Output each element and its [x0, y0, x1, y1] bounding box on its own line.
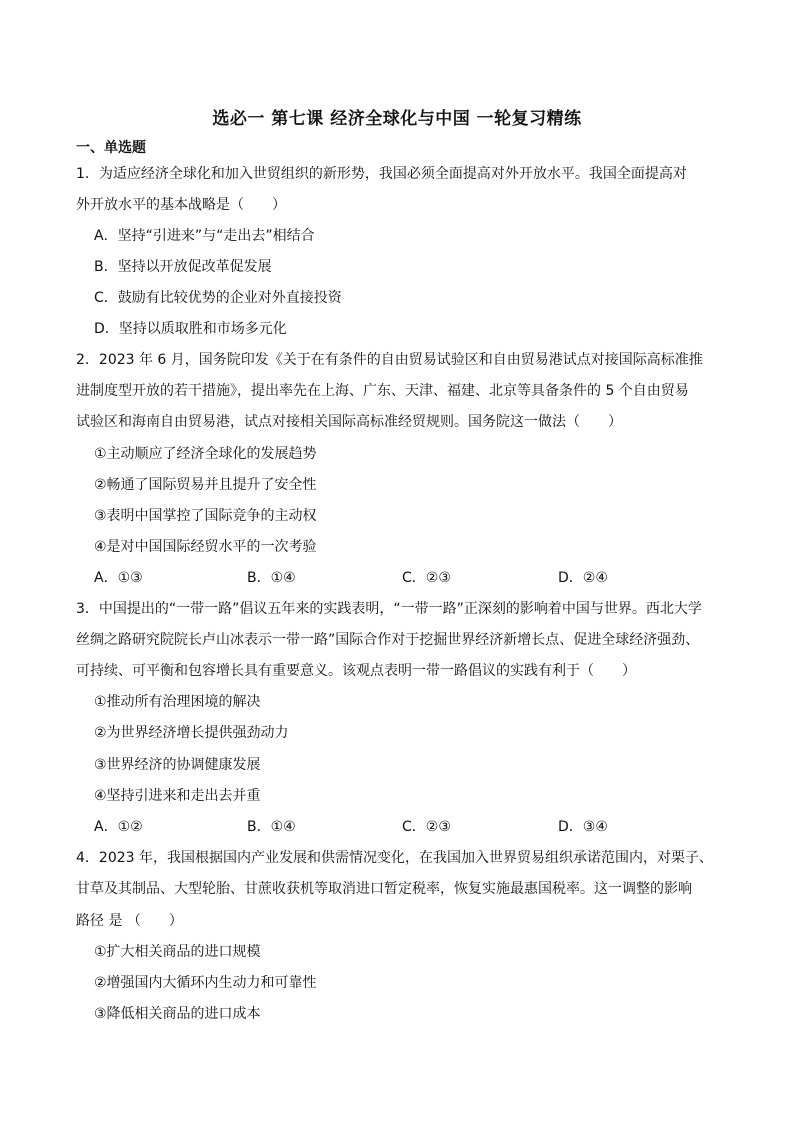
question-2-statement-1: ①主动顺应了经济全球化的发展趋势	[94, 446, 317, 462]
question-1-option-b: B．坚持以开放促改革促发展	[94, 259, 272, 275]
question-2-stem-line-3: 试验区和海南自由贸易港，试点对接相关国际高标准经贸规则。国务院这一做法（ ）	[76, 414, 622, 430]
question-3-choices	[94, 817, 714, 837]
question-3-stem-line-2: 丝绸之路研究院院长卢山冰表示一带一路”国际合作对于挖掘世界经济新增长点、促进全球经济强劲、	[76, 632, 700, 648]
question-1-option-a: A．坚持“引进来”与“走出去”相结合	[94, 228, 315, 244]
question-1-stem-line-2: 外开放水平的基本战略是（ ）	[76, 197, 286, 213]
question-4-statement-3: ③降低相关商品的进口成本	[94, 1006, 261, 1022]
page-title: 选必一 第七课 经济全球化与中国 一轮复习精练	[212, 109, 582, 129]
question-3-stem-line-3: 可持续、可平衡和包容增长具有重要意义。该观点表明一带一路倡议的实践有利于（ ）	[76, 663, 636, 679]
question-3-statement-4: ④坚持引进来和走出去并重	[94, 788, 261, 804]
question-4-stem-line-1: 4．2023 年，我国根据国内产业发展和供需情况变化，在我国加入世界贸易组织承诺范围内，对栗子、	[76, 850, 713, 866]
question-2-statement-4: ④是对中国国际经贸水平的一次考验	[94, 539, 317, 555]
question-2-statement-2: ②畅通了国际贸易并且提升了安全性	[94, 477, 317, 493]
question-1-stem-line-1: 1．为适应经济全球化和加入世贸组织的新形势，我国必须全面提高对外开放水平。我国全面提高对	[76, 166, 687, 182]
question-4-stem-line-3: 路径 是 （ ）	[76, 913, 183, 929]
section-heading: 一、单选题	[76, 140, 146, 156]
question-1-option-d: D．坚持以质取胜和市场多元化	[94, 321, 287, 337]
question-3-choice-d: D．③④	[558, 819, 608, 835]
question-3-choice-c: C．②③	[402, 819, 451, 835]
question-2-choice-c: C．②③	[402, 570, 451, 586]
question-2-choice-a: A．①③	[94, 570, 143, 586]
question-4-statement-2: ②增强国内大循环内生动力和可靠性	[94, 975, 317, 991]
question-3-choice-b: B．①④	[247, 819, 296, 835]
question-2-statement-3: ③表明中国掌控了国际竞争的主动权	[94, 508, 317, 524]
question-3-choice-a: A．①②	[94, 819, 143, 835]
question-4-statement-1: ①扩大相关商品的进口规模	[94, 944, 261, 960]
question-4-stem-line-2: 甘草及其制品、大型轮胎、甘蔗收获机等取消进口暂定税率，恢复实施最惠国税率。这一调整的影响	[76, 881, 692, 897]
question-2-choices	[94, 568, 714, 588]
question-2-stem-line-2: 进制度型开放的若干措施》，提出率先在上海、广东、天津、福建、北京等具备条件的 5 个自由贸易	[76, 383, 689, 399]
question-2-choice-d: D．②④	[558, 570, 608, 586]
question-3-statement-1: ①推动所有治理困境的解决	[94, 694, 261, 710]
question-3-stem-line-1: 3．中国提出的“一带一路”倡议五年来的实践表明，“一带一路”正深刻的影响着中国与世界。西北大学	[76, 601, 702, 617]
question-2-stem-line-1: 2．2023 年 6 月，国务院印发《关于在有条件的自由贸易试验区和自由贸易港试点对接国际高标准推	[76, 352, 703, 368]
question-3-statement-2: ②为世界经济增长提供强劲动力	[94, 725, 289, 741]
question-2-choice-b: B．①④	[247, 570, 296, 586]
question-3-statement-3: ③世界经济的协调健康发展	[94, 757, 261, 773]
question-1-option-c: C．鼓励有比较优势的企业对外直接投资	[94, 290, 342, 306]
